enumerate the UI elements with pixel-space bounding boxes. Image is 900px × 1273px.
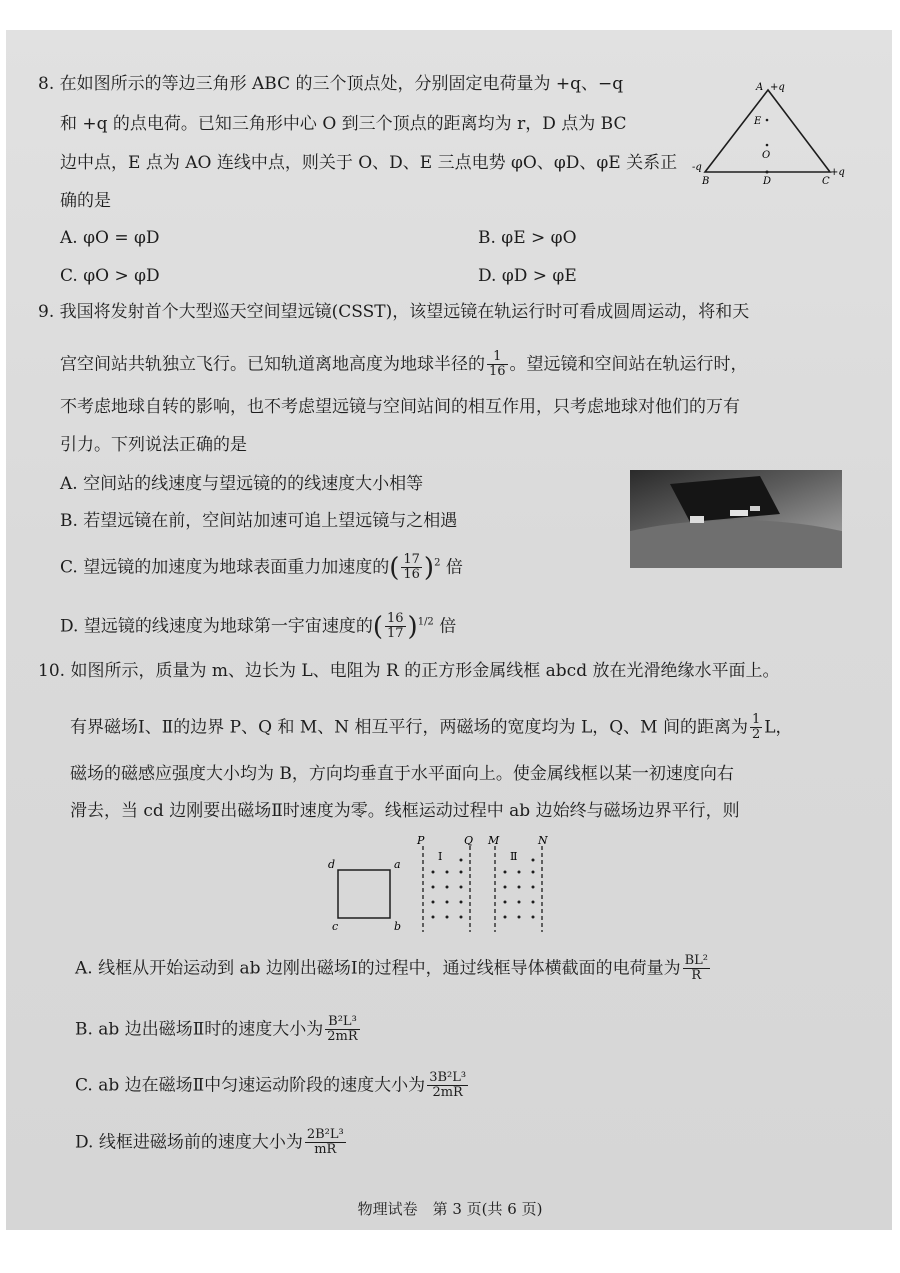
vertex-b-label: B (702, 176, 710, 187)
boundary-m-label: M (488, 834, 500, 847)
triangle-figure (690, 80, 850, 190)
q9-option-d: D. 望远镜的线速度为地球第一宇宙速度的( $\frac{16}{17}$ )$^{1/2}$ 倍 (60, 611, 457, 642)
vertex-a-label: A (756, 82, 764, 93)
field-dots (432, 859, 535, 919)
q9-option-a: A. 空间站的线速度与望远镜的的线速度大小相等 (60, 474, 424, 494)
point-o-label: O (762, 150, 771, 161)
frame-a-label: a (394, 858, 401, 871)
boundary-q-label: Q (464, 834, 474, 847)
q8-line2: 和 +q 的点电荷。已知三角形中心 O 到三个顶点的距离均为 r，D 点为 BC (60, 114, 627, 134)
frame-d-label: d (328, 858, 336, 871)
q9-option-c: C. 望远镜的加速度为地球表面重力加速度的( $\frac{17}{16}$ )$^2$ 倍 (60, 552, 463, 583)
field-two-label: Ⅱ (510, 850, 518, 863)
q10-line2: 有界磁场Ⅰ、Ⅱ的边界 P、Q 和 M、N 相互平行，两磁场的宽度均为 L，Q、M 间的距离为 $\frac{1}{2}$ L， (70, 712, 793, 743)
q9-line2: 宫空间站共轨独立飞行。已知轨道离地高度为地球半径的 $\frac{1}{16}$ 。望远镜和空间站在轨运行时， (60, 349, 748, 380)
q10-option-b: B. ab 边出磁场Ⅱ时的速度大小为 $\frac{\text{B²L³}}{2mR}$ (75, 1014, 358, 1045)
q8-line3: 边中点，E 点为 AO 连线中点，则关于 O、D、E 三点电势 φO、φD、φE 关系正 (60, 153, 678, 173)
q8-option-a: A. φO = φD (60, 228, 160, 248)
vertex-c-label: C (822, 176, 830, 187)
q9-line3: 不考虑地球自转的影响，也不考虑望远镜与空间站间的相互作用，只考虑地球对他们的万有 (60, 397, 740, 417)
q9-height-fraction: $\frac{1}{16}$ (489, 349, 506, 380)
q10-option-d: D. 线框进磁场前的速度大小为 $\frac{\text{2B²L³}}{mR}$ (75, 1127, 344, 1158)
q10-line4: 滑去，当 cd 边刚要出磁场Ⅱ时速度为零。线框运动过程中 ab 边始终与磁场边界平行，则 (70, 801, 740, 821)
charge-c-label: +q (830, 167, 845, 178)
point-d-label: D (763, 176, 772, 187)
magnetic-field-figure (320, 832, 580, 937)
q10-option-a: A. 线框从开始运动到 ab 边刚出磁场Ⅰ的过程中，通过线框导体横截面的电荷量为 $\frac{\text{BL²}}{R}$ (75, 953, 709, 984)
q10-option-c: C. ab 边在磁场Ⅱ中匀速运动阶段的速度大小为 $\frac{\text{3B²L³}}{2mR}$ (75, 1070, 467, 1101)
q10-line1: 10. 如图所示，质量为 m、边长为 L、电阻为 R 的正方形金属线框 abcd 放在光滑绝缘水平面上。 (38, 661, 780, 681)
charge-b-label: -q (692, 162, 702, 173)
frame-b-label: b (394, 920, 402, 933)
q9-option-b: B. 若望远镜在前，空间站加速可追上望远镜与之相遇 (60, 511, 458, 531)
frame-c-label: c (332, 920, 339, 933)
q9-line4: 引力。下列说法正确的是 (60, 435, 247, 455)
page-footer: 物理试卷 第 3 页(共 6 页) (357, 1200, 543, 1218)
q8-line4: 确的是 (60, 191, 111, 211)
q8-option-d: D. φD > φE (478, 266, 577, 286)
boundary-p-label: P (417, 834, 425, 847)
telescope-station-photo (630, 470, 842, 568)
charge-a-label: +q (770, 82, 785, 93)
point-e-label: E (754, 116, 762, 127)
q9-line1: 9. 我国将发射首个大型巡天空间望远镜(CSST)，该望远镜在轨运行时可看成圆周运动，将和天 (38, 302, 750, 322)
boundary-n-label: N (538, 834, 548, 847)
q8-option-c: C. φO > φD (60, 266, 160, 286)
q8-option-b: B. φE > φO (478, 228, 577, 248)
field-one-label: Ⅰ (438, 850, 443, 863)
q10-half-fraction: $\frac{1}{2}$ (751, 712, 761, 743)
q8-line1: 8. 在如图所示的等边三角形 ABC 的三个顶点处，分别固定电荷量为 +q、−q (38, 74, 624, 94)
q10-line3: 磁场的磁感应强度大小均为 B，方向均垂直于水平面向上。使金属线框以某一初速度向右 (70, 764, 734, 784)
